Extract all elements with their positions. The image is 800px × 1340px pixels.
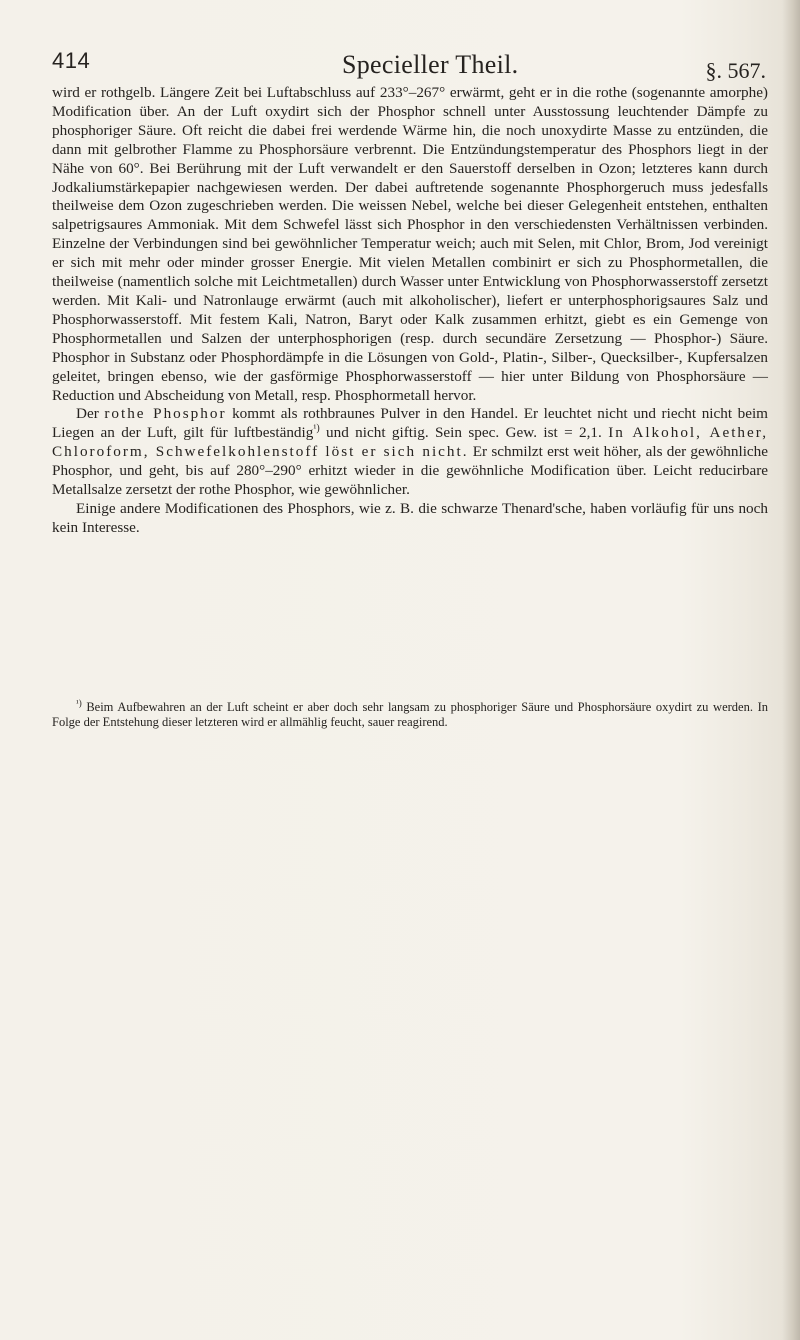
- running-title: Specieller Theil.: [342, 50, 519, 79]
- page-header: [52, 44, 774, 84]
- paragraph-3: Einige andere Modificationen des Phosphors, wie z. B. die schwarze Thenard'sche, haben vorläufig für uns noch kein Interesse.: [52, 499, 768, 536]
- section-number: §. 567.: [705, 58, 766, 83]
- term-rother-phosphor: rothe Phosphor: [104, 405, 227, 423]
- footnote-reference[interactable]: ¹): [313, 423, 320, 435]
- footnotes: [52, 697, 768, 730]
- footnote-mark: ¹): [76, 697, 82, 708]
- paragraph-2-part-a: Der: [76, 405, 105, 423]
- paragraph-2-part-d: Er schmilzt erst weit höher, als der gewöhnliche Phosphor, und geht, bis auf 280°–290° erhitzt wieder in die gewöhnliche Modification über. Leicht reducirbare Metallsalze zersetzt der rothe Phosphor, wie gewöhnlicher.: [52, 443, 769, 499]
- main-text: [52, 84, 768, 538]
- page-edge-shadow: [782, 0, 800, 1340]
- paragraph-2: [52, 405, 768, 500]
- paragraph-2-part-b: kommt als rothbraunes Pulver in den Handel. Er leuchtet nicht und riecht nicht beim Liegen an der Luft, gilt für luftbeständig: [52, 405, 768, 442]
- paragraph-1: wird er rothgelb. Längere Zeit bei Luftabschluss auf 233°–267° erwärmt, geht er in die rothe (sogenannte amorphe) Modification über. An der Luft oxydirt sich der Phosphor schnell unter Ausstossung leuchtender Dämpfe zu phosphoriger Säure. Oft reicht die dabei frei werdende Wärme hin, die noch unoxydirte Masse zu entzünden, die dann mit gelbrother Flamme zu Phosphorsäure verbrennt. Die Entzündungstemperatur des Phosphors liegt in der Nähe von 60°. Bei Berührung mit der Luft verwandelt er den Sauerstoff derselben in Ozon; letzteres kann durch Jodkaliumstärkepapier nachgewiesen werden. Der dabei auftretende sogenannte Phosphorgeruch muss jedesfalls theilweise dem Ozon zugeschrieben werden. Die weissen Nebel, welche bei dieser Gelegenheit entstehen, enthalten salpetrigsaures Ammoniak. Mit dem Schwefel lässt sich Phosphor in den verschiedensten Verhältnissen verbinden. Einzelne der Verbindungen sind bei gewöhnlicher Temperatur weich; auch mit Selen, mit Chlor, Brom, Jod vereinigt er sich mit mehr oder minder grosser Energie. Mit vielen Metallen combinirt er sich zu Phosphormetallen, die theilweise (namentlich solche mit Leichtmetallen) durch Wasser unter Entwicklung von Phosphorwasserstoff zersetzt werden. Mit Kali- und Natronlauge erwärmt (auch mit alkoholischer), liefert er unterphosphorigsaures Salz und Phosphorwasserstoff. Mit festem Kali, Natron, Baryt oder Kalk zusammen erhitzt, giebt es ein Gemenge von Phosphormetallen und Salzen der unterphosphorigen (resp. durch secundäre Zersetzung — Phosphor-) Säure. Phosphor in Substanz oder Phosphordämpfe in die Lösungen von Gold-, Platin-, Silber-, Quecksilber-, Kupfersalzen geleitet, bringen ebenso, wie der gasförmige Phosphorwasserstoff — hier unter Bildung von Phosphorsäure — Reduction und Abscheidung von Metall, resp. Phosphormetall hervor.: [52, 84, 768, 404]
- paragraph-2-part-c: und nicht giftig. Sein spec. Gew. ist = 2,1.: [319, 424, 609, 442]
- footnote-1: [52, 697, 768, 730]
- solubility-statement: In Alkohol, Aether, Chloroform, Schwefelkohlenstoff löst er sich nicht.: [52, 424, 768, 461]
- page-number: 414: [52, 48, 91, 73]
- footnote-text: Beim Aufbewahren an der Luft scheint er aber doch sehr langsam zu phosphoriger Säure und Phosphorsäure oxydirt zu werden. In Folge der Entstehung dieser letzteren wird er allmählig feucht, sauer reagirend.: [52, 700, 768, 729]
